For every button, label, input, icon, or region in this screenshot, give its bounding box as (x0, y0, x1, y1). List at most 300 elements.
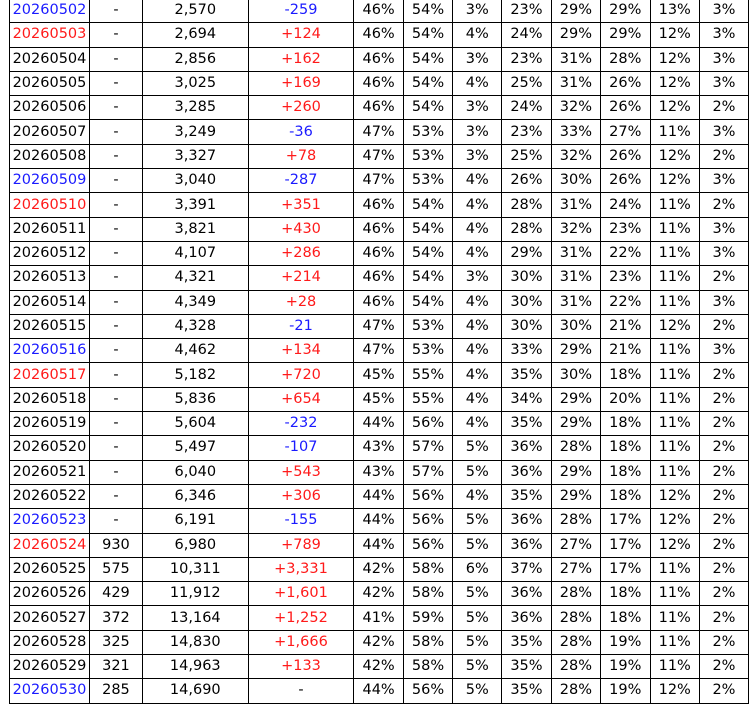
percent6-cell: 18% (601, 460, 650, 484)
date-cell: 20260525 (10, 557, 90, 581)
table-row (10, 387, 749, 411)
percent5-cell: 29% (551, 0, 600, 23)
change-cell: +162 (248, 47, 354, 71)
date-cell: 20260512 (10, 241, 90, 265)
percent2-cell: 53% (403, 314, 452, 338)
date-cell: 20260529 (10, 655, 90, 679)
table-row (10, 484, 749, 508)
value1-cell: 285 (89, 679, 142, 703)
percent1-cell: 46% (354, 290, 403, 314)
percent7-cell: 11% (650, 120, 699, 144)
percent3-cell: 5% (453, 533, 502, 557)
percent4-cell: 30% (502, 266, 551, 290)
date-cell: 20260520 (10, 436, 90, 460)
percent1-cell: 47% (354, 314, 403, 338)
date-cell: 20260519 (10, 412, 90, 436)
percent2-cell: 58% (403, 655, 452, 679)
percent6-cell: 26% (601, 96, 650, 120)
percent7-cell: 11% (650, 363, 699, 387)
percent1-cell: 43% (354, 460, 403, 484)
percent3-cell: 5% (453, 655, 502, 679)
percent3-cell: 3% (453, 266, 502, 290)
change-cell: +124 (248, 23, 354, 47)
percent8-cell: 2% (699, 412, 748, 436)
percent8-cell: 2% (699, 679, 748, 703)
change-cell: +260 (248, 96, 354, 120)
percent5-cell: 29% (551, 23, 600, 47)
date-cell: 20260508 (10, 144, 90, 168)
percent3-cell: 4% (453, 290, 502, 314)
percent5-cell: 28% (551, 630, 600, 654)
percent8-cell: 3% (699, 290, 748, 314)
percent8-cell: 2% (699, 533, 748, 557)
percent8-cell: 3% (699, 71, 748, 95)
change-cell: +1,666 (248, 630, 354, 654)
percent2-cell: 54% (403, 266, 452, 290)
percent3-cell: 5% (453, 679, 502, 703)
percent6-cell: 23% (601, 266, 650, 290)
percent2-cell: 54% (403, 290, 452, 314)
value2-cell: 3,391 (142, 193, 248, 217)
percent6-cell: 29% (601, 0, 650, 23)
value2-cell: 4,321 (142, 266, 248, 290)
percent8-cell: 2% (699, 630, 748, 654)
percent5-cell: 28% (551, 679, 600, 703)
date-cell: 20260506 (10, 96, 90, 120)
percent6-cell: 28% (601, 47, 650, 71)
percent6-cell: 19% (601, 655, 650, 679)
change-cell: +214 (248, 266, 354, 290)
value1-cell: - (89, 412, 142, 436)
percent4-cell: 35% (502, 484, 551, 508)
percent3-cell: 4% (453, 363, 502, 387)
percent1-cell: 46% (354, 23, 403, 47)
percent1-cell: 44% (354, 412, 403, 436)
percent8-cell: 2% (699, 484, 748, 508)
percent6-cell: 19% (601, 630, 650, 654)
percent3-cell: 4% (453, 71, 502, 95)
percent8-cell: 2% (699, 436, 748, 460)
value1-cell: - (89, 241, 142, 265)
change-cell: +789 (248, 533, 354, 557)
value2-cell: 5,836 (142, 387, 248, 411)
date-cell: 20260530 (10, 679, 90, 703)
percent5-cell: 30% (551, 363, 600, 387)
percent8-cell: 2% (699, 144, 748, 168)
value2-cell: 4,107 (142, 241, 248, 265)
value1-cell: - (89, 266, 142, 290)
value2-cell: 4,462 (142, 339, 248, 363)
percent2-cell: 59% (403, 606, 452, 630)
value1-cell: - (89, 339, 142, 363)
percent4-cell: 23% (502, 0, 551, 23)
percent8-cell: 2% (699, 387, 748, 411)
percent5-cell: 30% (551, 314, 600, 338)
percent3-cell: 4% (453, 241, 502, 265)
percent5-cell: 29% (551, 339, 600, 363)
percent5-cell: 27% (551, 533, 600, 557)
value2-cell: 2,570 (142, 0, 248, 23)
percent5-cell: 31% (551, 266, 600, 290)
table-row (10, 412, 749, 436)
percent3-cell: 3% (453, 47, 502, 71)
percent5-cell: 28% (551, 582, 600, 606)
date-cell: 20260517 (10, 363, 90, 387)
table-row (10, 47, 749, 71)
percent1-cell: 46% (354, 217, 403, 241)
value1-cell: - (89, 23, 142, 47)
percent2-cell: 54% (403, 241, 452, 265)
percent4-cell: 36% (502, 436, 551, 460)
percent6-cell: 27% (601, 120, 650, 144)
percent1-cell: 46% (354, 241, 403, 265)
percent4-cell: 36% (502, 460, 551, 484)
percent5-cell: 31% (551, 71, 600, 95)
value1-cell: 429 (89, 582, 142, 606)
percent6-cell: 18% (601, 582, 650, 606)
percent2-cell: 56% (403, 533, 452, 557)
table-row (10, 96, 749, 120)
table-row (10, 193, 749, 217)
percent6-cell: 21% (601, 339, 650, 363)
percent4-cell: 30% (502, 290, 551, 314)
value2-cell: 5,182 (142, 363, 248, 387)
percent4-cell: 25% (502, 144, 551, 168)
percent2-cell: 54% (403, 47, 452, 71)
table-row (10, 606, 749, 630)
change-cell: +543 (248, 460, 354, 484)
percent6-cell: 29% (601, 23, 650, 47)
table-row (10, 217, 749, 241)
percent1-cell: 42% (354, 582, 403, 606)
table-row (10, 339, 749, 363)
value2-cell: 14,690 (142, 679, 248, 703)
change-cell: -287 (248, 169, 354, 193)
value2-cell: 6,346 (142, 484, 248, 508)
percent6-cell: 17% (601, 509, 650, 533)
value2-cell: 11,912 (142, 582, 248, 606)
value1-cell: 325 (89, 630, 142, 654)
percent7-cell: 12% (650, 23, 699, 47)
percent2-cell: 55% (403, 363, 452, 387)
percent5-cell: 29% (551, 460, 600, 484)
date-cell: 20260528 (10, 630, 90, 654)
value1-cell: - (89, 509, 142, 533)
percent5-cell: 31% (551, 47, 600, 71)
percent6-cell: 17% (601, 557, 650, 581)
change-cell: -155 (248, 509, 354, 533)
percent7-cell: 11% (650, 582, 699, 606)
date-cell: 20260521 (10, 460, 90, 484)
table-row (10, 169, 749, 193)
percent8-cell: 2% (699, 460, 748, 484)
table-row (10, 582, 749, 606)
change-cell: +654 (248, 387, 354, 411)
percent3-cell: 3% (453, 0, 502, 23)
value2-cell: 4,328 (142, 314, 248, 338)
percent8-cell: 3% (699, 217, 748, 241)
percent2-cell: 54% (403, 217, 452, 241)
percent2-cell: 53% (403, 120, 452, 144)
change-cell: -21 (248, 314, 354, 338)
percent7-cell: 11% (650, 217, 699, 241)
percent1-cell: 44% (354, 509, 403, 533)
percent1-cell: 44% (354, 679, 403, 703)
percent2-cell: 57% (403, 436, 452, 460)
table-row (10, 314, 749, 338)
percent5-cell: 28% (551, 436, 600, 460)
percent3-cell: 4% (453, 339, 502, 363)
percent8-cell: 2% (699, 266, 748, 290)
percent2-cell: 54% (403, 23, 452, 47)
percent8-cell: 3% (699, 47, 748, 71)
table-row (10, 460, 749, 484)
percent3-cell: 5% (453, 436, 502, 460)
percent8-cell: 2% (699, 509, 748, 533)
change-cell: +430 (248, 217, 354, 241)
percent5-cell: 27% (551, 557, 600, 581)
table-row (10, 533, 749, 557)
value1-cell: - (89, 193, 142, 217)
value1-cell: - (89, 387, 142, 411)
percent5-cell: 31% (551, 290, 600, 314)
percent2-cell: 58% (403, 630, 452, 654)
percent4-cell: 37% (502, 557, 551, 581)
percent1-cell: 42% (354, 630, 403, 654)
percent1-cell: 45% (354, 363, 403, 387)
percent6-cell: 18% (601, 412, 650, 436)
percent3-cell: 3% (453, 120, 502, 144)
value2-cell: 6,191 (142, 509, 248, 533)
percent5-cell: 32% (551, 144, 600, 168)
percent5-cell: 33% (551, 120, 600, 144)
value2-cell: 14,963 (142, 655, 248, 679)
percent7-cell: 11% (650, 606, 699, 630)
change-cell: +286 (248, 241, 354, 265)
change-cell: +28 (248, 290, 354, 314)
value2-cell: 3,327 (142, 144, 248, 168)
percent7-cell: 12% (650, 169, 699, 193)
percent8-cell: 2% (699, 655, 748, 679)
percent8-cell: 2% (699, 363, 748, 387)
value1-cell: 321 (89, 655, 142, 679)
table-row (10, 144, 749, 168)
value1-cell: 575 (89, 557, 142, 581)
table-row (10, 290, 749, 314)
date-cell: 20260507 (10, 120, 90, 144)
percent8-cell: 3% (699, 120, 748, 144)
percent7-cell: 12% (650, 47, 699, 71)
percent1-cell: 44% (354, 533, 403, 557)
date-cell: 20260524 (10, 533, 90, 557)
percent5-cell: 32% (551, 217, 600, 241)
percent7-cell: 12% (650, 144, 699, 168)
percent5-cell: 28% (551, 509, 600, 533)
percent3-cell: 3% (453, 144, 502, 168)
value1-cell: - (89, 71, 142, 95)
date-cell: 20260516 (10, 339, 90, 363)
percent6-cell: 17% (601, 533, 650, 557)
percent2-cell: 53% (403, 144, 452, 168)
percent6-cell: 18% (601, 436, 650, 460)
percent7-cell: 11% (650, 412, 699, 436)
percent2-cell: 57% (403, 460, 452, 484)
percent2-cell: 56% (403, 679, 452, 703)
value1-cell: - (89, 96, 142, 120)
percent3-cell: 4% (453, 23, 502, 47)
percent3-cell: 3% (453, 96, 502, 120)
date-cell: 20260514 (10, 290, 90, 314)
change-cell: +134 (248, 339, 354, 363)
percent4-cell: 23% (502, 47, 551, 71)
percent1-cell: 41% (354, 606, 403, 630)
percent3-cell: 4% (453, 412, 502, 436)
percent5-cell: 28% (551, 655, 600, 679)
percent4-cell: 36% (502, 582, 551, 606)
percent7-cell: 11% (650, 193, 699, 217)
percent4-cell: 36% (502, 533, 551, 557)
value2-cell: 3,040 (142, 169, 248, 193)
percent7-cell: 11% (650, 557, 699, 581)
percent5-cell: 29% (551, 387, 600, 411)
percent1-cell: 47% (354, 339, 403, 363)
percent6-cell: 19% (601, 679, 650, 703)
percent1-cell: 46% (354, 266, 403, 290)
value2-cell: 14,830 (142, 630, 248, 654)
value1-cell: - (89, 290, 142, 314)
percent4-cell: 24% (502, 23, 551, 47)
value2-cell: 13,164 (142, 606, 248, 630)
percent3-cell: 5% (453, 606, 502, 630)
table-row (10, 23, 749, 47)
value2-cell: 6,040 (142, 460, 248, 484)
value2-cell: 3,249 (142, 120, 248, 144)
percent6-cell: 23% (601, 217, 650, 241)
percent8-cell: 3% (699, 23, 748, 47)
percent3-cell: 5% (453, 509, 502, 533)
percent8-cell: 2% (699, 582, 748, 606)
percent6-cell: 18% (601, 606, 650, 630)
percent6-cell: 20% (601, 387, 650, 411)
percent4-cell: 34% (502, 387, 551, 411)
percent4-cell: 28% (502, 193, 551, 217)
percent4-cell: 35% (502, 655, 551, 679)
percent8-cell: 2% (699, 96, 748, 120)
change-cell: +306 (248, 484, 354, 508)
date-cell: 20260503 (10, 23, 90, 47)
percent2-cell: 53% (403, 169, 452, 193)
change-cell: - (248, 679, 354, 703)
percent3-cell: 4% (453, 484, 502, 508)
value1-cell: - (89, 120, 142, 144)
table-row (10, 509, 749, 533)
value1-cell: - (89, 47, 142, 71)
date-cell: 20260505 (10, 71, 90, 95)
table-row (10, 71, 749, 95)
percent7-cell: 11% (650, 460, 699, 484)
percent7-cell: 12% (650, 71, 699, 95)
date-cell: 20260502 (10, 0, 90, 23)
percent1-cell: 46% (354, 0, 403, 23)
percent6-cell: 18% (601, 363, 650, 387)
percent4-cell: 28% (502, 217, 551, 241)
percent6-cell: 26% (601, 144, 650, 168)
percent2-cell: 53% (403, 339, 452, 363)
percent3-cell: 5% (453, 582, 502, 606)
table-row (10, 241, 749, 265)
percent1-cell: 46% (354, 47, 403, 71)
percent1-cell: 47% (354, 120, 403, 144)
percent4-cell: 33% (502, 339, 551, 363)
percent2-cell: 56% (403, 484, 452, 508)
value2-cell: 4,349 (142, 290, 248, 314)
value2-cell: 3,821 (142, 217, 248, 241)
percent2-cell: 54% (403, 0, 452, 23)
value1-cell: - (89, 436, 142, 460)
percent4-cell: 25% (502, 71, 551, 95)
value1-cell: - (89, 0, 142, 23)
value2-cell: 5,497 (142, 436, 248, 460)
percent8-cell: 3% (699, 241, 748, 265)
percent8-cell: 3% (699, 169, 748, 193)
table-row (10, 363, 749, 387)
percent8-cell: 2% (699, 193, 748, 217)
change-cell: +351 (248, 193, 354, 217)
value2-cell: 2,694 (142, 23, 248, 47)
change-cell: +720 (248, 363, 354, 387)
percent4-cell: 36% (502, 606, 551, 630)
percent6-cell: 18% (601, 484, 650, 508)
percent3-cell: 4% (453, 193, 502, 217)
percent5-cell: 30% (551, 169, 600, 193)
change-cell: +1,252 (248, 606, 354, 630)
percent2-cell: 58% (403, 582, 452, 606)
change-cell: -259 (248, 0, 354, 23)
value1-cell: - (89, 314, 142, 338)
change-cell: -107 (248, 436, 354, 460)
value1-cell: - (89, 144, 142, 168)
date-cell: 20260511 (10, 217, 90, 241)
percent1-cell: 46% (354, 193, 403, 217)
value1-cell: 930 (89, 533, 142, 557)
percent3-cell: 5% (453, 630, 502, 654)
change-cell: +133 (248, 655, 354, 679)
percent6-cell: 21% (601, 314, 650, 338)
percent5-cell: 29% (551, 484, 600, 508)
value1-cell: - (89, 460, 142, 484)
change-cell: -36 (248, 120, 354, 144)
date-cell: 20260515 (10, 314, 90, 338)
percent2-cell: 54% (403, 71, 452, 95)
percent3-cell: 5% (453, 460, 502, 484)
percent1-cell: 42% (354, 557, 403, 581)
date-cell: 20260518 (10, 387, 90, 411)
value1-cell: - (89, 363, 142, 387)
value2-cell: 6,980 (142, 533, 248, 557)
percent7-cell: 13% (650, 0, 699, 23)
percent2-cell: 56% (403, 412, 452, 436)
percent1-cell: 44% (354, 484, 403, 508)
date-cell: 20260523 (10, 509, 90, 533)
table-row (10, 436, 749, 460)
percent1-cell: 43% (354, 436, 403, 460)
percent2-cell: 54% (403, 193, 452, 217)
change-cell: +169 (248, 71, 354, 95)
percent5-cell: 31% (551, 241, 600, 265)
percent4-cell: 26% (502, 169, 551, 193)
percent1-cell: 45% (354, 387, 403, 411)
change-cell: -232 (248, 412, 354, 436)
